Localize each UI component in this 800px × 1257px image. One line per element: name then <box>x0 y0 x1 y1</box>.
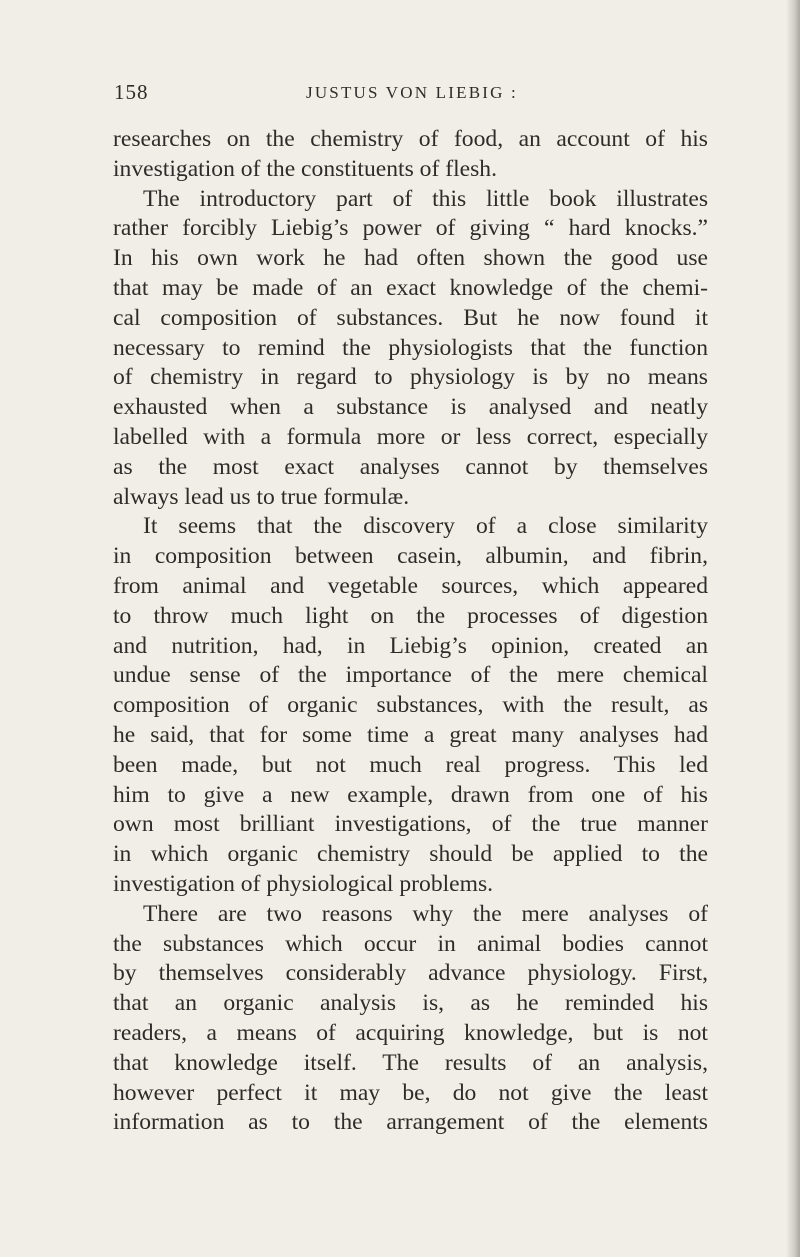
text-line: however perfect it may be, do not give the least <box>113 1079 708 1106</box>
text-line: that may be made of an exact knowledge of the chemi- <box>113 274 708 301</box>
text-line: The introductory part of this little book illustrates <box>143 185 708 212</box>
text-line: composition of organic substances, with the result, as <box>113 692 708 719</box>
text-line: the substances which occur in animal bodies cannot <box>113 930 708 957</box>
page-number: 158 <box>114 80 149 104</box>
text-line: labelled with a formula more or less correct, especially <box>113 423 708 450</box>
text-line: him to give a new example, drawn from one of his <box>113 781 708 808</box>
text-line: always lead us to true formulæ. <box>113 483 410 510</box>
text-line: exhausted when a substance is analysed and neatly <box>113 394 708 421</box>
text-line: by themselves considerably advance physiology. First, <box>113 960 708 987</box>
text-line: cal composition of substances. But he now found it <box>113 304 708 331</box>
text-line: of chemistry in regard to physiology is by no means <box>113 364 708 391</box>
text-line: to throw much light on the processes of digestion <box>113 602 708 629</box>
page-edge-shadow <box>786 0 800 1257</box>
text-line: information as to the arrangement of the elements <box>113 1109 708 1136</box>
text-line: necessary to remind the physiologists that the function <box>113 334 708 361</box>
text-line: and nutrition, had, in Liebig’s opinion, created an <box>113 632 708 659</box>
text-line: that knowledge itself. The results of an analysis, <box>113 1049 708 1076</box>
text-line: There are two reasons why the mere analyses of <box>143 900 708 927</box>
text-line: in which organic chemistry should be applied to the <box>113 841 708 868</box>
text-line: researches on the chemistry of food, an account of his <box>113 126 708 152</box>
text-line: own most brilliant investigations, of the true manner <box>113 811 708 838</box>
text-line: been made, but not much real progress. This led <box>113 751 708 778</box>
text-line: In his own work he had often shown the good use <box>113 245 708 272</box>
text-line: from animal and vegetable sources, which appeared <box>113 572 708 599</box>
text-line: he said, that for some time a great many analyses had <box>113 721 708 748</box>
text-line: investigation of physiological problems. <box>113 870 494 897</box>
text-line: that an organic analysis is, as he reminded his <box>113 990 708 1017</box>
body-text <box>113 125 708 1138</box>
text-line: readers, a means of acquiring knowledge, but is not <box>113 1019 708 1046</box>
text-line: It seems that the discovery of a close similarity <box>143 513 708 540</box>
running-title: JUSTUS VON LIEBIG : <box>306 83 518 102</box>
text-line: in composition between casein, albumin, and fibrin, <box>113 543 708 570</box>
text-line: rather forcibly Liebig’s power of giving “ hard knocks.” <box>113 215 708 242</box>
text-line: undue sense of the importance of the mere chemical <box>113 662 708 689</box>
text-line: investigation of the constituents of flesh. <box>113 155 497 182</box>
text-line: as the most exact analyses cannot by themselves <box>113 453 708 480</box>
